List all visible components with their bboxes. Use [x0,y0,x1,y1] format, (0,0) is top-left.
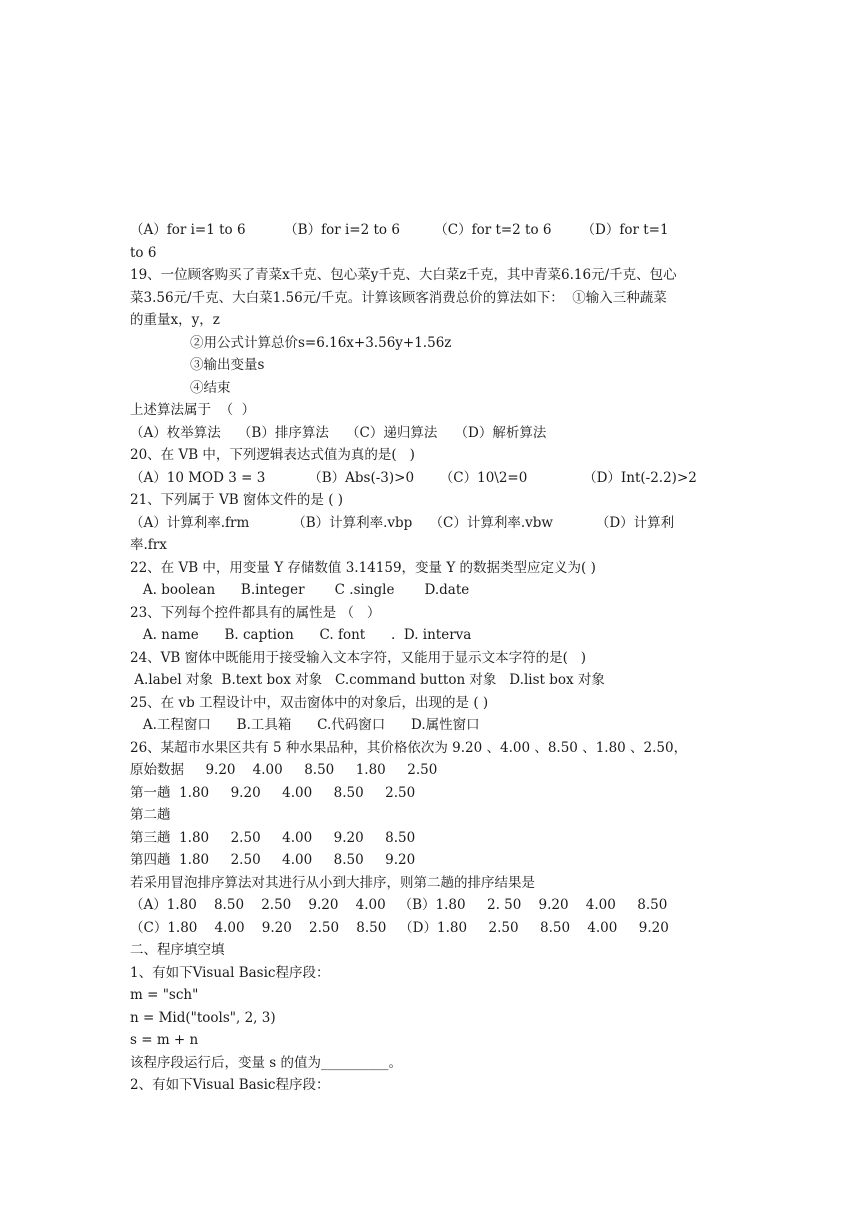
q19-text-line: 的重量x，y，z [130,312,220,328]
q25-options: A.工程窗口 B.工具箱 C.代码窗口 D.属性窗口 [130,717,480,733]
q21-question: 21、下列属于 VB 窗体文件的是 ( ) [130,492,344,508]
q26-options-ab: （A）1.80 8.50 2.50 9.20 4.00 （B）1.80 2. 50 9.20 4.00 8.50 [130,897,668,913]
q20-question: 20、在 VB 中，下列逻辑表达式值为真的是( ) [130,447,415,463]
q19-options: （A）枚举算法 （B）排序算法 （C）递归算法 （D）解析算法 [130,425,547,441]
code-line: m = "sch" [130,987,199,1003]
q19-step: ②用公式计算总价s=6.16x+3.56y+1.56z [190,335,452,351]
q19-step: ④结束 [190,380,231,396]
q23-options: A. name B. caption C. font . D. interva [130,627,472,643]
q22-options: A. boolean B.integer C .single D.date [130,582,470,598]
q23-question: 23、下列每个控件都具有的属性是 （ ） [130,605,381,621]
q18-options-continued: to 6 [130,245,157,261]
q19-question: 上述算法属于 （ ） [130,402,256,418]
q20-options: （A）10 MOD 3 = 3 （B）Abs(-3)>0 （C）10\2=0 （D）Int(-2.2)>2 [130,470,697,486]
q26-pass-2: 第二趟 [130,807,171,823]
q25-question: 25、在 vb 工程设计中，双击窗体中的对象后，出现的是 ( ) [130,695,489,711]
q26-options-cd: （C）1.80 4.00 9.20 2.50 8.50 （D）1.80 2.50 8.50 4.00 9.20 [130,920,669,936]
q26-question: 26、某超市水果区共有 5 种水果品种，其价格依次为 9.20 、4.00 、8.50 、1.80 、2.50， [130,740,688,756]
q24-options: A.label 对象 B.text box 对象 C.command button 对象 D.list box 对象 [130,672,605,688]
code-line: s = m + n [130,1032,199,1048]
q26-original-data: 原始数据 9.20 4.00 8.50 1.80 2.50 [130,762,438,778]
q19-text-line: 19、一位顾客购买了青菜x千克、包心菜y千克、大白菜z千克，其中青菜6.16元/千克、包心 [130,267,677,283]
q26-prompt: 若采用冒泡排序算法对其进行从小到大排序，则第二趟的排序结果是 [130,875,535,891]
q21-options: （A）计算利率.frm （B）计算利率.vbp （C）计算利率.vbw （D）计算利 [130,515,675,531]
code-line: n = Mid("tools", 2, 3) [130,1010,276,1026]
q22-question: 22、在 VB 中，用变量 Y 存储数值 3.14159，变量 Y 的数据类型应定义为( ) [130,560,596,576]
q26-pass-3: 第三趟 1.80 2.50 4.00 9.20 8.50 [130,830,416,846]
q19-text-line: 菜3.56元/千克、大白菜1.56元/千克。计算该顾客消费总价的算法如下： ①输入三种蔬菜 [130,290,667,306]
q19-step: ③输出变量s [190,357,265,373]
p2-intro: 2、有如下Visual Basic程序段： [130,1077,330,1093]
q18-options-line: （A）for i=1 to 6 （B）for i=2 to 6 （C）for t=2 to 6 （D）for t=1 [130,222,669,238]
q26-pass-4: 第四趟 1.80 2.50 4.00 8.50 9.20 [130,852,416,868]
q24-question: 24、VB 窗体中既能用于接受输入文本字符，又能用于显示文本字符的是( ) [130,650,587,666]
p1-question: 该程序段运行后，变量 s 的值为__________。 [130,1055,403,1071]
q21-options-continued: 率.frx [130,537,167,553]
section-heading: 二、程序填空填 [130,942,225,958]
q26-pass-1: 第一趟 1.80 9.20 4.00 8.50 2.50 [130,785,416,801]
p1-intro: 1、有如下Visual Basic程序段： [130,965,330,981]
